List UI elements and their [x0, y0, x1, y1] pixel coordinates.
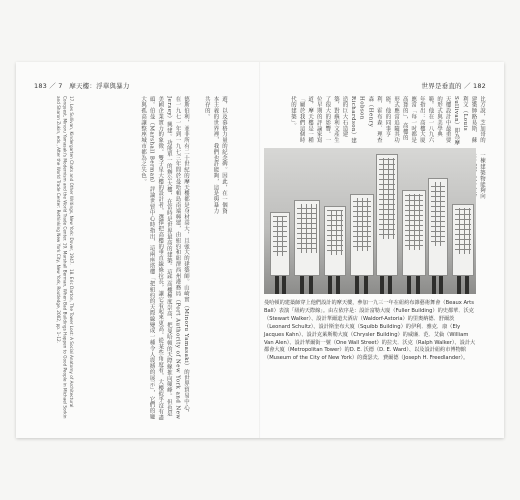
left-page-body: 德斯伯利，並非所有二十世紀的摩天樓都是身材高大，且強大的建築師。山崎實（Minoru Yamasaki）的世界貿易中心，在一九七一年到一九七三年間於曼哈頓島南端興建，由紐約和紐澤西州港務局（Port Authority of New York and New Jersey）興建。功能單一的辦公大樓，在當時是世界最高的建築。這些高樓極度崇高，把曼哈頓的天際線推向顛峰。但也是美國企業實力的象徵。雙子星大樓的設計者，選擇把高樓的垂直線條拉長，讓它看起來更高。從某些角度看，大樓似乎沒有盡頭。伯曼（Marshall Berman）評論世貿中心時指出，這兩座塔樓「把紐約的天際線變成一種令人震撼的展示」，它們的龐大與孤高讓整座城市都為之失色。 [140, 96, 189, 421]
right-page-body-mid: 一棟建築物能夠向 [479, 152, 485, 200]
skyline-costume-photo [264, 148, 476, 294]
right-page-body-top: 比方說，芝加哥的建築師路易斯．蘇利文（Louis Sullivan）即為摩天樓設計中最重要的形式與美學典範。他在一八九六年指出：高樓大廈應當「每一吋都是高聳的」，高樓的形式應當追隨其功能。他的同事亨利．霍布森．理查森（Henry Hobson Richardson）建造的巨大石造建築，對蘇利文產生了很大的影響。一位早期的評論家寫道，摩天樓是一種「屬於我們這個時代的建築」。 [289, 96, 485, 146]
left-page-body-tail: 遊，以及慕格力量的紀念碑。因此，在一個資本主義的世界裡，我們也許能夠，這是與暴力共存的。 [203, 96, 227, 214]
photo-caption: 曼哈頓的建築師穿上他們設計的摩天樓，參加一九三一年在紐約布雜藝術舞會（Beaux Arts Ball）表演「紐約天際線」。由左依序是：設計富勒大廈（Fuller Building）的史都華．沃克（Stewart Walker）、設計華爾道夫酒店（Waldorf-Astoria）的里奧納德．舒爾茨（Leonard Schultz）、設計斯奎布大廈（Squibb Building）的伊利．雅克．康（Ely Jacques Kahn）、設計克萊斯勒大廈（Chrysler Building）的威廉．范．艾倫（William Van Alen）、設計華爾街一號（One Wall Street）的拉夫．沃克（Ralph Walker）、設計大都會大廈（Metropolitan Tower）的D. E. 沃德（D. E. Ward）、以及設計紐約市博物館（Museum of the City of New York）的喬瑟夫．費爾德（Joseph H. Freedlander）。 [264, 300, 476, 362]
left-page-header: 183 ／ 7 摩天樓：浮華與暴力 [34, 82, 130, 90]
book-spread [16, 62, 504, 438]
right-page-header: 世界是垂直的 ／ 182 [421, 82, 486, 90]
footnotes: 17. Les Sullivan, Kindergarten Chats and Other Writings, New York: Dover, 1947. 18. Eric Darton, The Tower Lost: A Social Anatomy of Architectural Conquest, Minoru Yamasaki's Modernism and the World Trade Center. 19. Marshall Berman, When Bad Buildings Happen to Good People in Michael Sorkin and Sharon Zukin, eds., After the World Trade Center: Rethinking New York City, New York, Routledge, 2002, pp. 1–12. [55, 96, 74, 419]
book-gutter [259, 62, 261, 438]
